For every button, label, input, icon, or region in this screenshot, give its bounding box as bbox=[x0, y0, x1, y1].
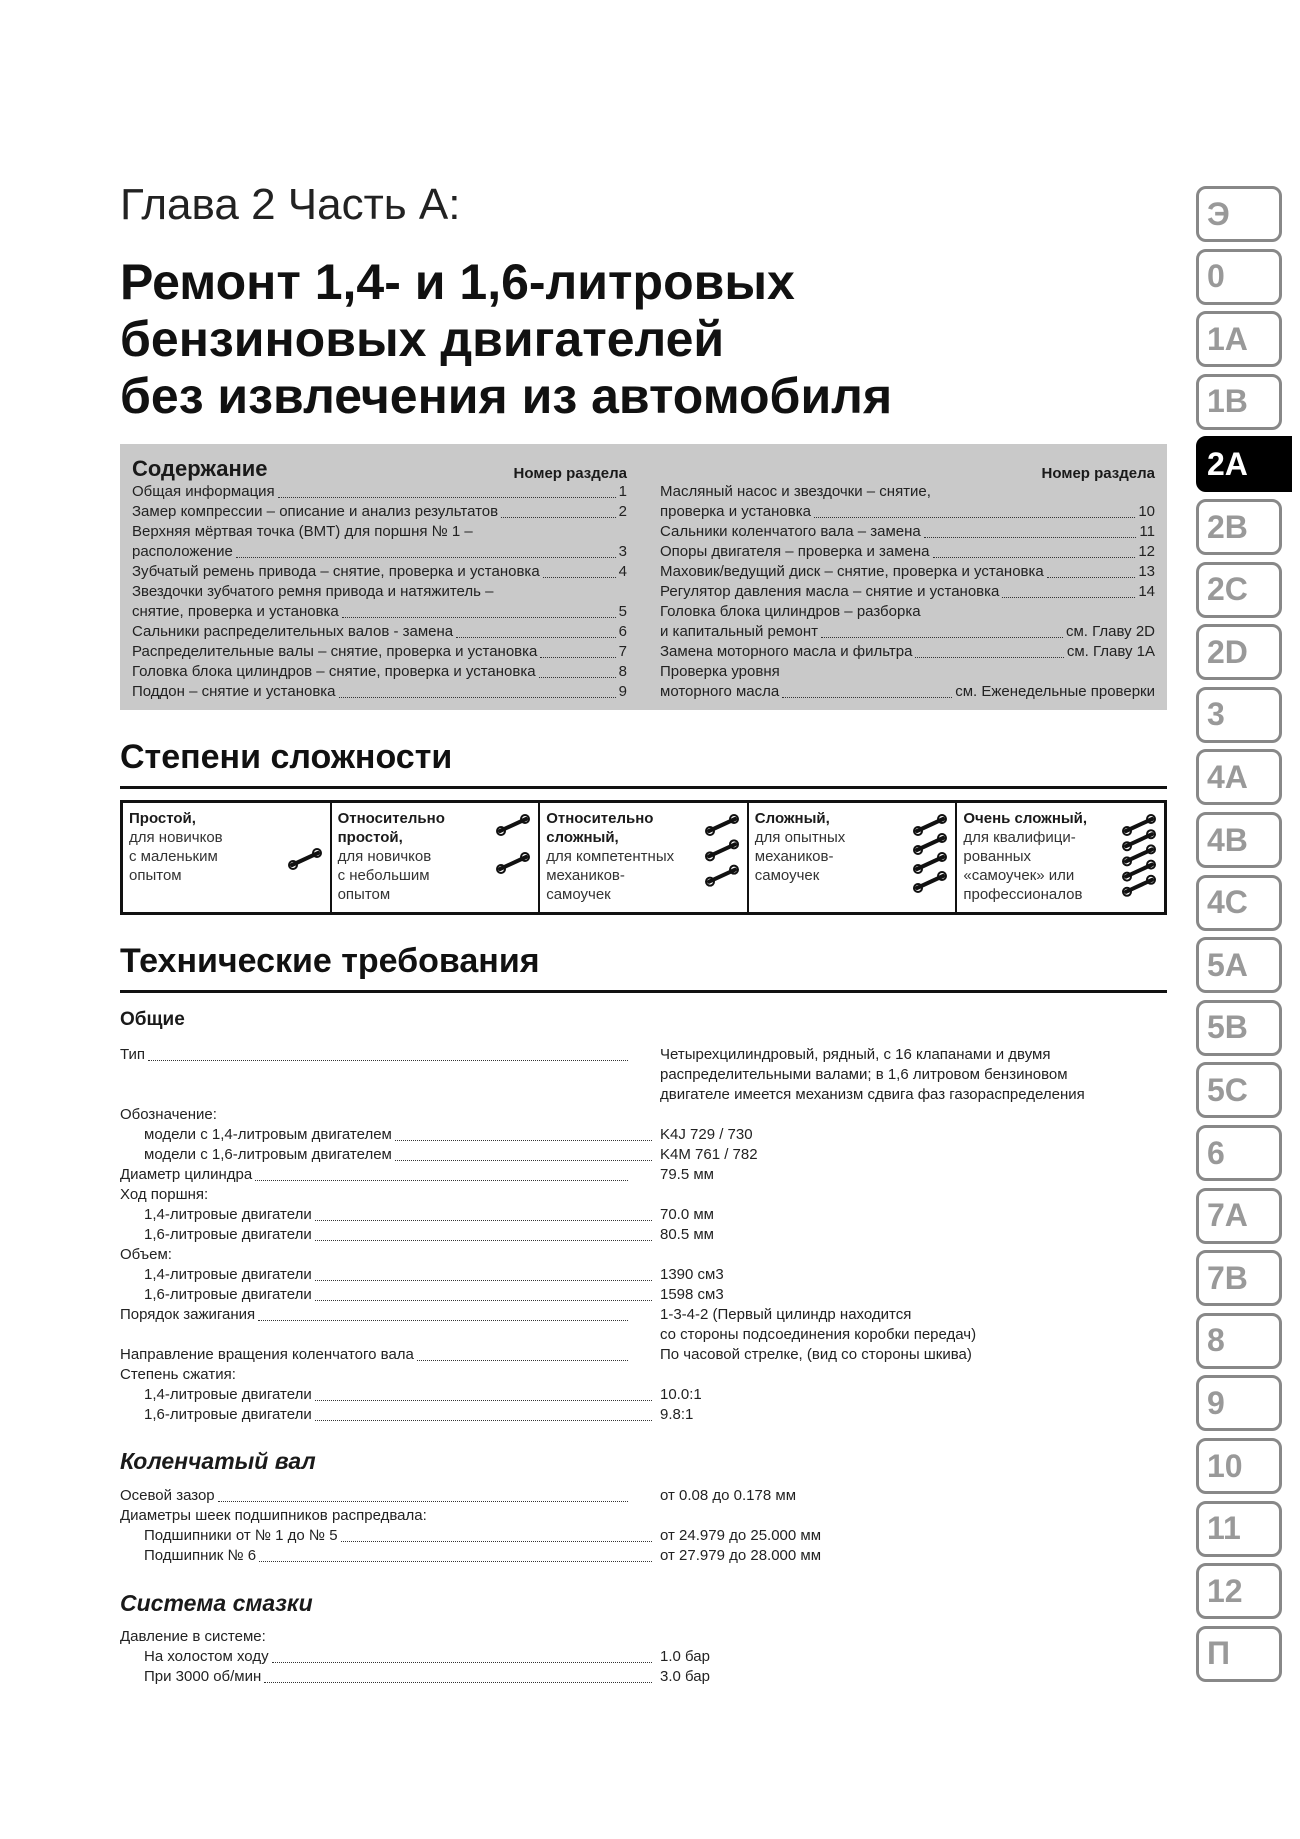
spec-value: от 24.979 до 25.000 мм bbox=[660, 1527, 822, 1544]
contents-item[interactable] bbox=[660, 642, 1155, 662]
spec-label: 1,6-литровые двигатели bbox=[144, 1226, 312, 1243]
contents-item-label: Опоры двигателя – проверка и замена bbox=[660, 543, 930, 560]
contents-item-label: снятие, проверка и установка bbox=[132, 603, 339, 620]
contents-item[interactable] bbox=[660, 502, 1155, 522]
contents-item-label: проверка и установка bbox=[660, 503, 811, 520]
difficulty-title: Очень сложный, bbox=[963, 810, 1088, 827]
contents-list bbox=[132, 482, 627, 702]
difficulty-title: Простой, bbox=[129, 810, 196, 827]
chapter-tab[interactable]: 4C bbox=[1196, 875, 1282, 931]
crankshaft-subheading: Коленчатый вал bbox=[120, 1448, 316, 1474]
chapter-tab[interactable]: Э bbox=[1196, 186, 1282, 242]
chapter-tab[interactable]: 1B bbox=[1196, 374, 1282, 430]
heading-rule bbox=[120, 990, 1167, 993]
spec-label: Объем: bbox=[120, 1246, 172, 1263]
contents-title: Содержание bbox=[132, 456, 268, 481]
contents-item-number: 5 bbox=[618, 603, 627, 620]
chapter-tab[interactable]: 11 bbox=[1196, 1501, 1282, 1557]
contents-item-number: 13 bbox=[1138, 563, 1155, 580]
spanner-icon bbox=[914, 853, 946, 873]
contents-item-label: Маховик/ведущий диск – снятие, проверка и установка bbox=[660, 563, 1044, 580]
contents-item-label: и капитальный ремонт bbox=[660, 623, 818, 640]
spec-label: Ход поршня: bbox=[120, 1186, 209, 1203]
difficulty-title: Сложный, bbox=[754, 810, 830, 827]
difficulty-level bbox=[332, 803, 541, 912]
spanner-icon bbox=[496, 813, 530, 901]
contents-item-number: 4 bbox=[618, 563, 627, 580]
spec-value: Четырехцилиндровый, рядный, с 16 клапанами и двумя распределительными валами; в 1,6 литровом бензиновом двигателе имеется механизм сдвига фаз газораспределения bbox=[660, 1046, 1085, 1103]
contents-item-label: Замена моторного масла и фильтра bbox=[660, 643, 913, 660]
spec-value: K4M 761 / 782 bbox=[660, 1146, 758, 1163]
spanner-icon bbox=[497, 815, 529, 835]
spec-label: Осевой зазор bbox=[120, 1487, 215, 1504]
contents-item-number: 12 bbox=[1138, 543, 1155, 560]
spec-value: от 0.08 до 0.178 мм bbox=[660, 1487, 797, 1504]
chapter-tab[interactable]: 8 bbox=[1196, 1313, 1282, 1369]
contents-item[interactable] bbox=[132, 682, 627, 702]
spec-value: 1598 см3 bbox=[660, 1286, 724, 1303]
contents-item-line: Верхняя мёртвая точка (ВМТ) для поршня № 1 – bbox=[132, 523, 473, 540]
chapter-tab[interactable]: 9 bbox=[1196, 1375, 1282, 1431]
chapter-tab[interactable]: 0 bbox=[1196, 249, 1282, 305]
contents-box bbox=[120, 444, 1167, 710]
contents-item-number: см. Главу 1А bbox=[1066, 643, 1155, 660]
spec-label: 1,6-литровые двигатели bbox=[144, 1286, 312, 1303]
contents-item-line: Проверка уровня bbox=[660, 663, 780, 680]
spec-label: Давление в системе: bbox=[120, 1628, 266, 1645]
contents-item[interactable] bbox=[132, 602, 627, 622]
heading-rule bbox=[120, 786, 1167, 789]
difficulty-level bbox=[957, 803, 1164, 912]
spec-label: Диаметры шеек подшипников распредвала: bbox=[120, 1507, 427, 1524]
spanner-icon bbox=[913, 813, 947, 901]
spanner-icon bbox=[1123, 815, 1155, 835]
contents-item[interactable] bbox=[132, 622, 627, 642]
chapter-tab[interactable]: 2A bbox=[1196, 436, 1292, 492]
contents-item-number: 1 bbox=[618, 483, 627, 500]
chapter-tab[interactable]: 5C bbox=[1196, 1062, 1282, 1118]
spec-value: 9.8:1 bbox=[660, 1406, 694, 1423]
contents-item[interactable] bbox=[132, 502, 627, 522]
spec-label: 1,6-литровые двигатели bbox=[144, 1406, 312, 1423]
title-line: Ремонт 1,4- и 1,6-литровых bbox=[120, 254, 795, 310]
chapter-tab[interactable]: 5B bbox=[1196, 1000, 1282, 1056]
section-number-header: Номер раздела bbox=[1041, 465, 1155, 482]
difficulty-title: Относительно сложный, bbox=[546, 810, 654, 846]
difficulty-scale bbox=[120, 800, 1167, 915]
spec-label: Порядок зажигания bbox=[120, 1306, 256, 1323]
spec-label: Тип bbox=[120, 1046, 146, 1063]
page-title bbox=[120, 254, 892, 425]
spec-label: Диаметр цилиндра bbox=[120, 1166, 253, 1183]
contents-item-number: 2 bbox=[618, 503, 627, 520]
chapter-tab[interactable]: 2C bbox=[1196, 562, 1282, 618]
chapter-tab[interactable]: 7A bbox=[1196, 1188, 1282, 1244]
contents-item[interactable] bbox=[660, 682, 1155, 702]
spec-value: 1-3-4-2 (Первый цилиндр находится со стороны подсоединения коробки передач) bbox=[660, 1306, 977, 1343]
contents-left-column bbox=[132, 452, 627, 702]
specs-heading: Технические требования bbox=[120, 942, 540, 980]
spec-value: 70.0 мм bbox=[660, 1206, 714, 1223]
contents-item-number: 14 bbox=[1138, 583, 1155, 600]
chapter-tab[interactable]: 1A bbox=[1196, 311, 1282, 367]
spec-label: Степень сжатия: bbox=[120, 1366, 236, 1383]
contents-item[interactable] bbox=[660, 522, 1155, 542]
contents-item-label: моторного масла bbox=[660, 683, 780, 700]
spanner-icon bbox=[914, 815, 946, 835]
chapter-tab[interactable]: 2B bbox=[1196, 499, 1282, 555]
contents-header bbox=[132, 452, 627, 482]
contents-item[interactable] bbox=[132, 562, 627, 582]
chapter-tab[interactable]: 2D bbox=[1196, 624, 1282, 680]
chapter-tab[interactable]: 10 bbox=[1196, 1438, 1282, 1494]
contents-item[interactable] bbox=[660, 562, 1155, 582]
spec-label: 1,4-литровые двигатели bbox=[144, 1386, 312, 1403]
contents-item[interactable] bbox=[132, 662, 627, 682]
spec-value: K4J 729 / 730 bbox=[660, 1126, 753, 1143]
difficulty-level bbox=[123, 803, 332, 912]
spec-label: На холостом ходу bbox=[144, 1648, 269, 1665]
spec-value: 1.0 бар bbox=[660, 1648, 710, 1665]
section-number-header: Номер раздела bbox=[513, 465, 627, 482]
spanner-icon bbox=[1123, 845, 1155, 865]
spec-label: Подшипник № 6 bbox=[144, 1547, 257, 1564]
contents-item-number: 3 bbox=[618, 543, 627, 560]
contents-item-label: Поддон – снятие и установка bbox=[132, 683, 336, 700]
general-subheading: Общие bbox=[120, 1009, 185, 1030]
contents-item[interactable] bbox=[660, 542, 1155, 562]
contents-item-label: Распределительные валы – снятие, проверка и установка bbox=[132, 643, 538, 660]
contents-item-label: Регулятор давления масла – снятие и установка bbox=[660, 583, 1000, 600]
contents-item-number: см. Еженедельные проверки bbox=[955, 683, 1155, 700]
spanner-icon bbox=[1123, 876, 1155, 896]
spec-label: модели с 1,6-литровым двигателем bbox=[144, 1146, 392, 1163]
spec-value: 10.0:1 bbox=[660, 1386, 702, 1403]
contents-item-label: Сальники распределительных валов - замена bbox=[132, 623, 454, 640]
chapter-tab[interactable]: 3 bbox=[1196, 687, 1282, 743]
chapter-tab[interactable]: 7B bbox=[1196, 1250, 1282, 1306]
spec-label: При 3000 об/мин bbox=[144, 1668, 262, 1685]
chapter-tab[interactable]: П bbox=[1196, 1626, 1282, 1682]
contents-item-label: Головка блока цилиндров – снятие, проверка и установка bbox=[132, 663, 536, 680]
contents-header bbox=[660, 452, 1155, 482]
chapter-tab[interactable]: 12 bbox=[1196, 1563, 1282, 1619]
contents-item-label: Зубчатый ремень привода – снятие, проверка и установка bbox=[132, 563, 540, 580]
contents-item-line: Масляный насос и звездочки – снятие, bbox=[660, 483, 931, 500]
spec-value: от 27.979 до 28.000 мм bbox=[660, 1547, 822, 1564]
contents-right-column bbox=[660, 452, 1155, 702]
difficulty-description: для квалифици- рованных «самоучек» или профессионалов bbox=[963, 829, 1083, 903]
title-line: бензиновых двигателей bbox=[120, 311, 725, 367]
difficulty-level bbox=[749, 803, 958, 912]
difficulty-description: для новичков с маленьким опытом bbox=[129, 829, 223, 884]
spec-label: Направление вращения коленчатого вала bbox=[120, 1346, 414, 1363]
contents-item[interactable] bbox=[660, 622, 1155, 642]
spanner-icon bbox=[914, 834, 946, 854]
spanner-icon bbox=[706, 815, 738, 835]
spec-value: 3.0 бар bbox=[660, 1668, 710, 1685]
spanner-icon bbox=[497, 853, 529, 873]
difficulty-level bbox=[540, 803, 749, 912]
contents-item-number: см. Главу 2D bbox=[1065, 623, 1155, 640]
difficulty-description: для новичков с небольшим опытом bbox=[337, 848, 432, 903]
contents-item-number: 6 bbox=[618, 623, 627, 640]
chapter-tab[interactable]: 6 bbox=[1196, 1125, 1282, 1181]
lubrication-subheading: Система смазки bbox=[120, 1590, 313, 1616]
spec-value: 1390 см3 bbox=[660, 1266, 724, 1283]
chapter-tab[interactable]: 5A bbox=[1196, 937, 1282, 993]
spec-label: 1,4-литровые двигатели bbox=[144, 1266, 312, 1283]
contents-item-line: Головка блока цилиндров – разборка bbox=[660, 603, 921, 620]
difficulty-description: для опытных механиков- самоучек bbox=[754, 829, 846, 884]
contents-item-label: Замер компрессии – описание и анализ результатов bbox=[132, 503, 499, 520]
difficulty-title: Относительно простой, bbox=[337, 810, 445, 846]
contents-item[interactable] bbox=[660, 582, 1155, 602]
contents-item-line: Звездочки зубчатого ремня привода и натяжитель – bbox=[132, 583, 494, 600]
contents-item[interactable] bbox=[132, 642, 627, 662]
spanner-icon bbox=[1123, 830, 1155, 850]
spec-label: Подшипники от № 1 до № 5 bbox=[144, 1527, 338, 1544]
spanner-icon bbox=[705, 813, 739, 901]
spanner-icon bbox=[289, 849, 321, 869]
spec-label: Обозначение: bbox=[120, 1106, 217, 1123]
spec-value: 80.5 мм bbox=[660, 1226, 714, 1243]
contents-item-number: 10 bbox=[1138, 503, 1155, 520]
spanner-icon bbox=[914, 872, 946, 892]
difficulty-heading: Степени сложности bbox=[120, 738, 453, 776]
chapter-tab[interactable]: 4A bbox=[1196, 749, 1282, 805]
spec-label: модели с 1,4-литровым двигателем bbox=[144, 1126, 392, 1143]
contents-item-label: Общая информация bbox=[132, 483, 275, 500]
contents-item[interactable] bbox=[132, 482, 627, 502]
contents-list bbox=[660, 482, 1155, 702]
spec-value: По часовой стрелке, (вид со стороны шкива) bbox=[660, 1346, 972, 1363]
spec-label: 1,4-литровые двигатели bbox=[144, 1206, 312, 1223]
spanner-icon bbox=[1122, 813, 1156, 901]
contents-item-number: 11 bbox=[1139, 523, 1155, 540]
contents-item-number: 9 bbox=[618, 683, 627, 700]
spanner-icon bbox=[706, 840, 738, 860]
spanner-icon bbox=[288, 813, 322, 901]
contents-item-number: 7 bbox=[618, 643, 627, 660]
spanner-icon bbox=[706, 866, 738, 886]
contents-item-label: расположение bbox=[132, 543, 233, 560]
difficulty-description: для компетентных механиков- самоучек bbox=[546, 848, 675, 903]
spec-value: 79.5 мм bbox=[660, 1166, 714, 1183]
title-line: без извлечения из автомобиля bbox=[120, 368, 893, 424]
contents-item[interactable] bbox=[132, 542, 627, 562]
contents-item-number: 8 bbox=[618, 663, 627, 680]
contents-item-label: Сальники коленчатого вала – замена bbox=[660, 523, 921, 540]
spanner-icon bbox=[1123, 861, 1155, 881]
chapter-label: Глава 2 Часть А: bbox=[120, 180, 461, 229]
chapter-tab[interactable]: 4B bbox=[1196, 812, 1282, 868]
